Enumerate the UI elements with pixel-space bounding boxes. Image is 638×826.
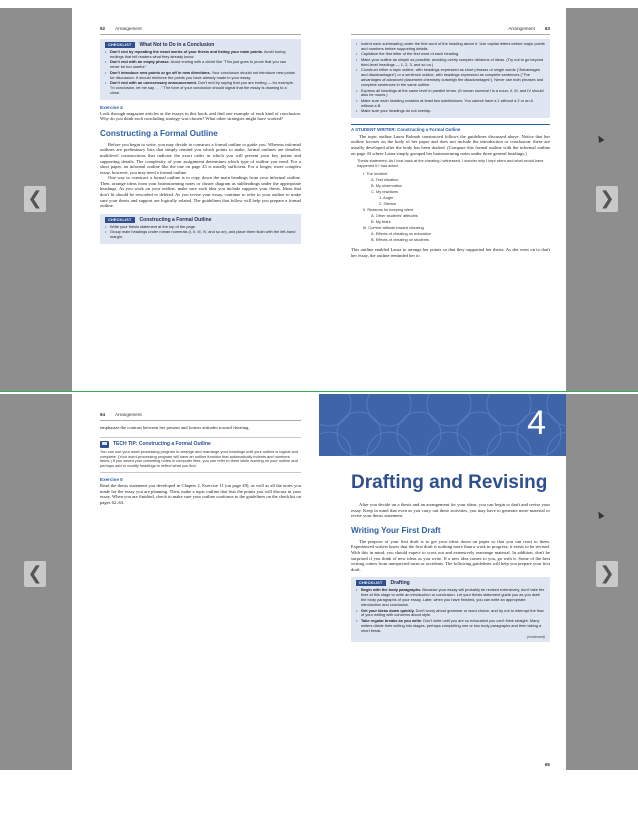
exercise-label: Exercise 5 xyxy=(100,477,123,483)
checklist-item: • Capitalize the first letter of the first word of each heading. xyxy=(356,52,545,57)
outline-subheading: A. Other students' attitudes xyxy=(371,213,418,219)
sample-outline xyxy=(357,158,550,243)
checklist-box xyxy=(100,39,301,100)
checklist-item: • Group main headings under roman numerals (I, II, III, IV, and so on), and place them flush with the left-hand margin. xyxy=(105,230,296,240)
body-paragraph: The topic outline Laura Bobnak constructed follows the guidelines discussed above. Notice that her outline focuses on the body of her paper and does not include the introduction or conclusion: these are usually developed after the body has been drafted. (Compare this formal outline with the informal outline on page 43 where Laura simply grouped her brainstorming notes under three general headings.) xyxy=(351,133,550,156)
chapter-intro: After you decide on a thesis and an arrangement for your ideas, you can begin to draft and revise your essay. Keep in mind that even as you carry out these activities, you may have to generate more material or revise your thesis statement. xyxy=(351,502,550,519)
outline-subheading: A. Test situation xyxy=(371,177,399,183)
running-head xyxy=(351,26,550,35)
checklist-title: Drafting xyxy=(390,580,410,587)
page-number: 62 xyxy=(100,26,106,31)
page-63 xyxy=(319,8,566,391)
computer-icon xyxy=(100,441,109,448)
chevron-right-icon: ❯ xyxy=(599,188,615,209)
next-page-button-lower[interactable] xyxy=(596,561,618,587)
outline-subheading: B. My fears xyxy=(371,219,391,225)
checklist-item: • Construct either a topic outline, with headings expressed as short phrases or single words ("Advantages and disadvantages") or a sentence outline, with headings expressed as complete sentences ("The advantages of advanced placement chemistry outweigh the disadvantages"). Never use both phrases and complete sentences in the same outline. xyxy=(356,68,545,88)
page-64 xyxy=(72,394,319,770)
body-paragraph: The purpose of your first draft is to get your ideas down on paper so that you can react to them. Experienced writers know that the first draft is nothing more than a work in progress; it exists to be revised. With this in mind, you should expect to cross out and extensively rearrange material. In addition, don't be surprised if you think of new ideas as you write. If a new idea comes to you, go with it. Some of the best writing comes from unexpected turns or accidents. The following guidelines will help you prepare your first draft. xyxy=(351,538,550,572)
checklist-list xyxy=(356,42,545,114)
exercise-text: Read the thesis statement you developed in Chapter 2, Exercise 11 (on page 49), as well as all the notes you made for the essay you are planning. Then, make a topic outline that lists the points you will discuss in your essay. When you are finished, check to make sure your outline conforms to the guidelines on the checklist on pages 62–63. xyxy=(100,483,301,505)
page-62 xyxy=(72,8,319,391)
checklist-item: • Make sure each heading contains at least two subdivisions. You cannot have a 1 without a 2 or an A without a B. xyxy=(356,99,545,109)
checklist-title: Constructing a Formal Outline xyxy=(139,216,212,223)
checklist-list xyxy=(356,588,545,633)
running-head xyxy=(100,412,301,421)
outline-subheading: B. My observation xyxy=(371,183,403,189)
running-head-title: Arrangement xyxy=(115,26,142,31)
checklist-box-continued xyxy=(351,39,550,118)
running-head-title: Arrangement xyxy=(508,26,535,31)
page-number: 63 xyxy=(544,26,550,31)
checklist-item: • Express all headings at the same level in parallel terms. (If roman numeral I is a noun, II, III, and IV should also be nouns.) xyxy=(356,89,545,99)
exercise-label: Exercise 4 xyxy=(100,104,123,110)
checklist-item: • Make your outline as simple as possible, avoiding overly complex divisions of ideas. (Try not to go beyond third-level headings — 1, 2, 3, and so on.) xyxy=(356,58,545,68)
tech-tip-box xyxy=(100,437,301,474)
checklist-box xyxy=(100,214,301,244)
chevron-right-icon: ❯ xyxy=(599,563,615,584)
chapter-title: Drafting and Revising xyxy=(351,472,548,493)
outline-subheading: B. Effects of cheating on students xyxy=(371,237,429,243)
running-head-title: Arrangement xyxy=(115,412,142,417)
checklist-item: • Write your thesis statement at the top of the page. xyxy=(105,225,296,230)
checklist-badge: CHECKLIST xyxy=(356,580,386,586)
exercise-text: Look through magazine articles or the essays in this book, and find one example of each kind of conclusion. Why do you think each concluding strategy was chosen? What other strategies might have worked? xyxy=(100,110,301,122)
running-head xyxy=(100,26,301,35)
checklist-badge: CHECKLIST xyxy=(105,42,135,48)
page-65 xyxy=(319,394,566,770)
checklist-item: • Don't end by repeating the exact words of your thesis and listing your main points. Avoid boring endings that tell readers what they already know. xyxy=(105,50,296,60)
chapter-number: 4 xyxy=(527,404,546,442)
chevron-left-icon: ❮ xyxy=(27,188,43,209)
checklist-item: • Take regular breaks as you write. Don't write until you are so exhausted you can't think straight. Many writers divide their writing into stages, perhaps completing one or two body paragraphs and then taking a short break. xyxy=(356,619,545,634)
tech-tip-title: TECH TIP: Constructing a Formal Outline xyxy=(113,441,211,448)
outline-subheading: C. My reactions xyxy=(371,189,399,195)
page-number: 65 xyxy=(544,762,550,767)
checklist-item: • Begin with the body paragraphs. Because your essay will probably be revised extensively, don't take the time at this stage to write an introduction or conclusion. Let your thesis statement guide you as you draft the body paragraphs of your essay. Later, when you have finished, you can write an appropriate introduction and conclusion. xyxy=(356,588,545,608)
prev-page-button[interactable] xyxy=(24,186,46,212)
chevron-left-icon: ❮ xyxy=(27,563,43,584)
checklist-list xyxy=(105,50,296,96)
section-heading: Writing Your First Draft xyxy=(351,525,441,535)
body-paragraph: One way to construct a formal outline is to copy down the main headings from your informal outline. Then, arrange ideas from your brainstorming notes or cluster diagram as subheadings under the appropriate headings. As you work on your outline, make sure each idea you include supports your thesis. Ideas that don't fit should be reworded or deleted. As you revise your essay, continue to refer to your outline to make sure your thesis and support are logically related. The guidelines that follow will help you prepare a formal outline. xyxy=(100,175,301,209)
chapter-banner xyxy=(319,394,566,456)
outline-heading: III. Current attitude toward cheating xyxy=(363,225,424,231)
checklist-item: • Make sure your headings do not overlap. xyxy=(356,109,545,114)
checklist-item: • Indent each subheading under the first word of the heading above it. Use capital letters before major points and numbers before supporting details. xyxy=(356,42,545,52)
outline-heading: I. The incident xyxy=(363,171,388,177)
body-paragraph: emphasize the contrast between her present and former attitudes toward cheating. xyxy=(100,425,250,430)
checklist-item: • Don't introduce new points or go off in new directions. Your conclusion should not introduce new points for discussion. It should reinforce the points you have already made in your essay. xyxy=(105,71,296,81)
page-number: 64 xyxy=(100,412,106,417)
outline-subheading: A. Effects of cheating on education xyxy=(371,231,432,237)
prev-page-button-lower[interactable] xyxy=(24,561,46,587)
section-heading: Constructing a Formal Outline xyxy=(100,128,218,138)
outline-heading: II. Reasons for keeping silent xyxy=(363,207,414,213)
body-paragraph: Before you begin to write, you may decide to construct a formal outline to guide you. Whereas informal outlines are preliminary lists that simply remind you which points to make, formal outlines are detailed, multilevel constructions that indicate the exact order in which you will present your key points and supporting details. The complexity of your assignment determines which type of outline you need. For a short paper, an informal outline like the one on page 43 is usually sufficient. For a longer, more complex essay, however, you may need a formal outline. xyxy=(100,141,301,175)
checklist-badge: CHECKLIST xyxy=(105,217,135,223)
continued-note: (continued) xyxy=(527,634,545,639)
next-page-button[interactable] xyxy=(596,186,618,212)
student-writer-heading: A STUDENT WRITER: Constructing a Formal Outline xyxy=(351,124,550,132)
tech-tip-text: You can use your word-processing program to arrange and rearrange your headings until your outline is logical and complete. (Your word-processing program will have an outline function that automatically indents and numbers items.) If you saved your prewriting notes in computer files, you can refer to them while working on your outline and perhaps add or modify headings to reflect what you find. xyxy=(100,448,298,469)
checklist-item: • Don't end with an unnecessary announcement. Don't end by saying that you are ending — for example, "In conclusion, let me say. . . ." The tone of your conclusion should signal that the essay is drawing to a close. xyxy=(105,81,296,96)
outline-thesis: Thesis statement: As I look back at the cheating I witnessed, I wonder why I kept silent and what would have happened if I had acted. xyxy=(357,158,544,169)
body-paragraph: This outline enabled Laura to arrange her points so that they supported her thesis. As she went on to draft her essay, the outline reminded her to xyxy=(351,247,550,258)
checklist-list xyxy=(105,225,296,240)
checklist-title: What Not to Do in a Conclusion xyxy=(139,42,215,48)
outline-detail: 1. Anger xyxy=(379,195,394,201)
checklist-item: • Don't end with an empty phrase. Avoid ending with a cliché like "This just goes to prove that you can never be too careful." xyxy=(105,60,296,70)
outline-detail: 2. Silence xyxy=(379,201,397,207)
checklist-box xyxy=(351,577,550,641)
checklist-item: • Get your ideas down quickly. Don't worry about grammar or word choice, and try not to interrupt the flow of your writing with concerns about style. xyxy=(356,609,545,619)
